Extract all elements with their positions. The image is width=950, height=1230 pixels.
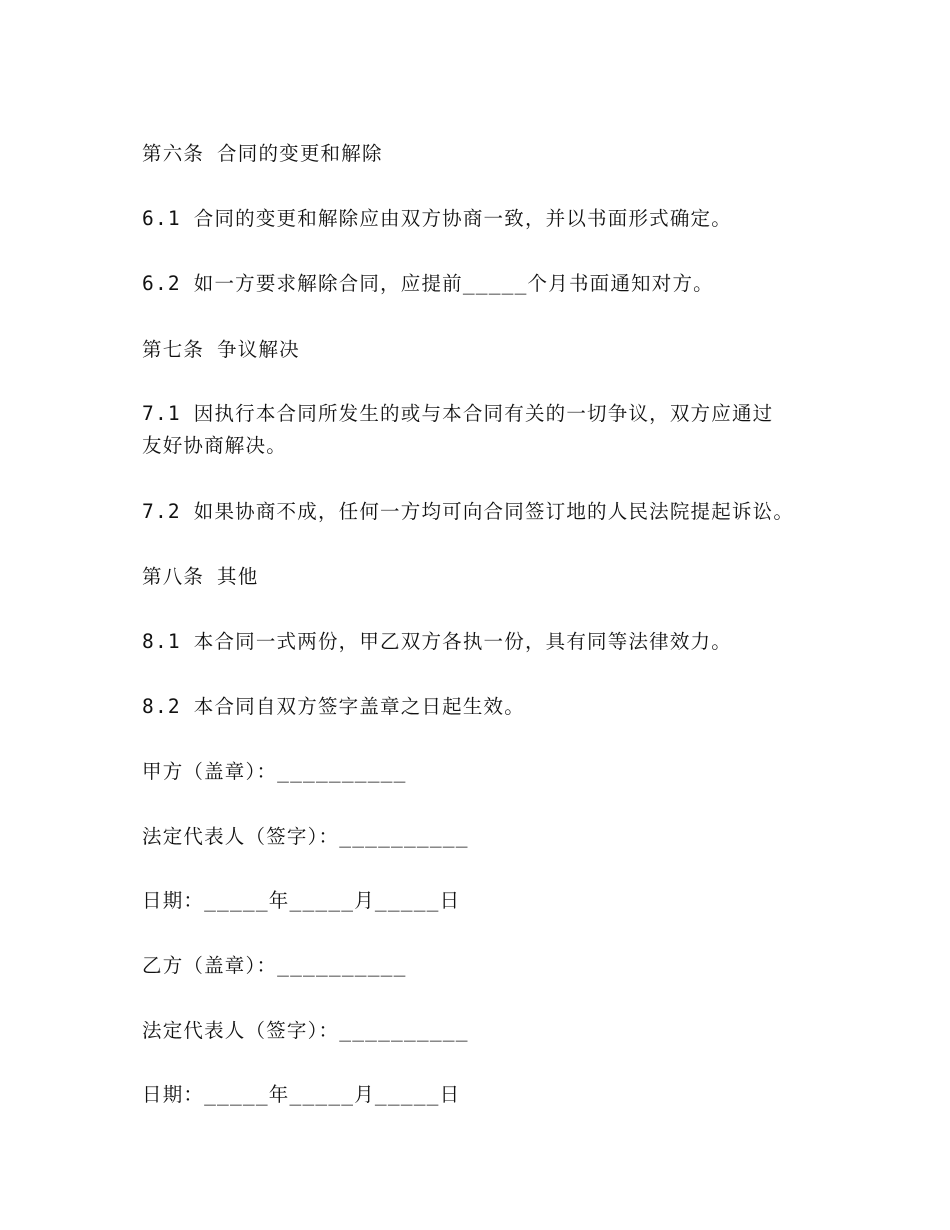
article-7-heading: 第七条 争议解决 [142,338,300,361]
clause-7-1-line-1: 7.1 因执行本合同所发生的或与本合同有关的一切争议，双方应通过 [142,402,774,425]
party-a-seal-line: 甲方（盖章）：__________ [142,760,407,783]
clause-6-1: 6.1 合同的变更和解除应由双方协商一致，并以书面形式确定。 [142,207,732,230]
clause-6-2: 6.2 如一方要求解除合同，应提前_____个月书面通知对方。 [142,272,714,295]
clause-7-1-line-2: 友好协商解决。 [142,434,287,457]
party-b-representative-line: 法定代表人（签字）：__________ [142,1019,469,1042]
article-6-heading: 第六条 合同的变更和解除 [142,142,383,165]
party-b-date-line: 日期：_____年_____月_____日 [142,1083,461,1106]
party-a-date-line: 日期：_____年_____月_____日 [142,889,461,912]
clause-8-2: 8.2 本合同自双方签字盖章之日起生效。 [142,695,525,718]
party-a-representative-line: 法定代表人（签字）：__________ [142,825,469,848]
clause-7-2: 7.2 如果协商不成，任何一方均可向合同签订地的人民法院提起诉讼。 [142,500,795,523]
clause-8-1: 8.1 本合同一式两份，甲乙双方各执一份，具有同等法律效力。 [142,630,732,653]
party-b-seal-line: 乙方（盖章）：__________ [142,954,407,977]
article-8-heading: 第八条 其他 [142,565,259,588]
